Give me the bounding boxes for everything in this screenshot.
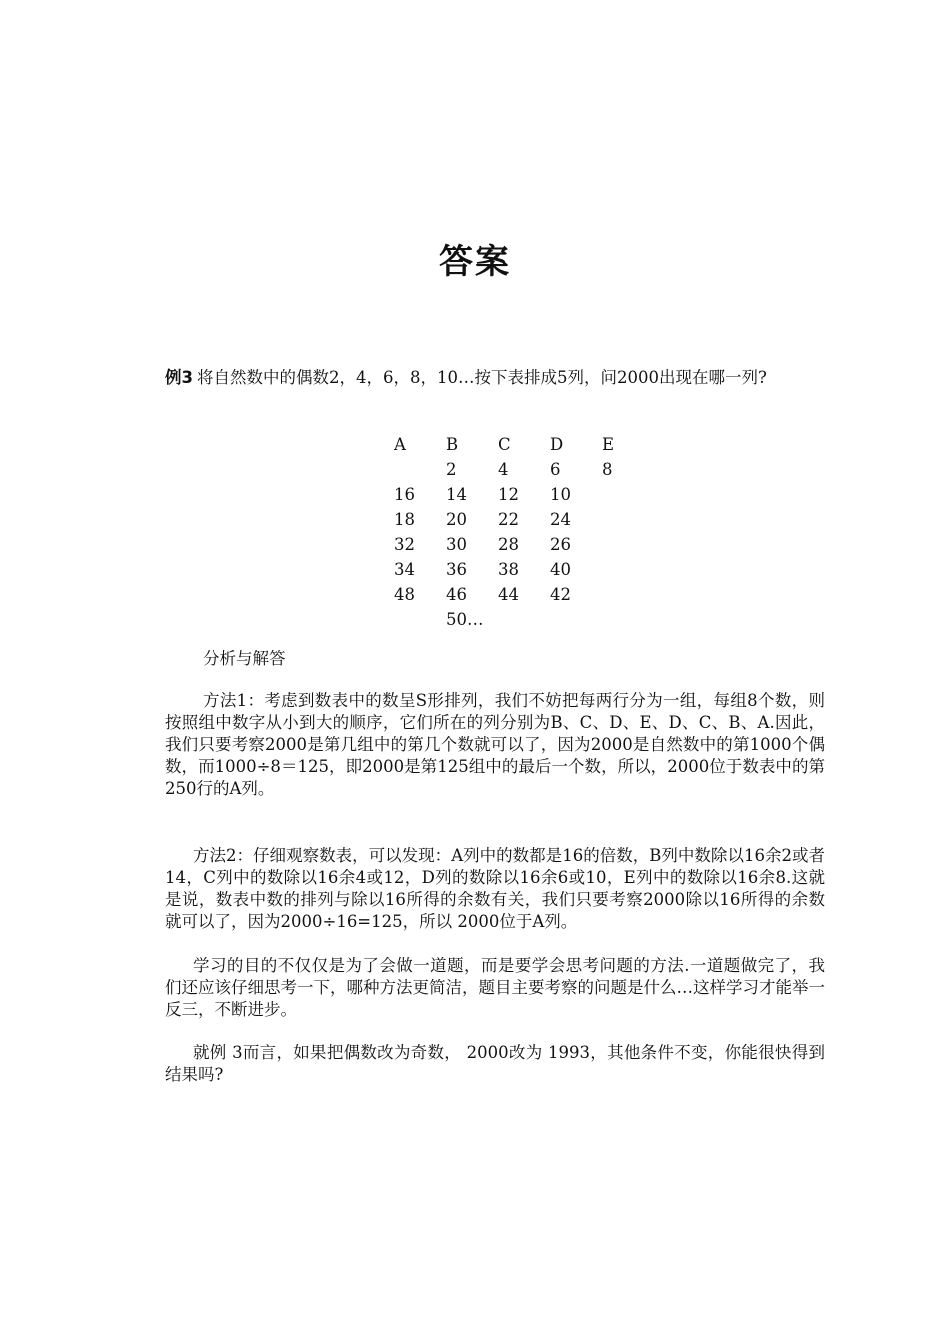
table-row bbox=[390, 457, 650, 482]
table-cell bbox=[598, 532, 650, 557]
table-cell: 32 bbox=[394, 535, 415, 554]
table-row bbox=[390, 532, 650, 557]
table-cell: 38 bbox=[498, 560, 519, 579]
table-cell: 10 bbox=[550, 485, 571, 504]
table-header-cell: C bbox=[498, 435, 511, 454]
table-cell bbox=[390, 457, 442, 482]
table-cell: 14 bbox=[446, 485, 467, 504]
table-cell: 40 bbox=[550, 560, 571, 579]
table-cell bbox=[598, 607, 650, 632]
lesson-paragraph: 学习的目的不仅仅是为了会做一道题，而是要学会思考问题的方法.一道题做完了，我们还应该仔细思考一下，哪种方法更简洁，题目主要考察的问题是什么…这样学习才能举一反三，不断进步。 bbox=[165, 956, 825, 1019]
table-cell: 34 bbox=[394, 560, 415, 579]
table-cell: 12 bbox=[498, 485, 519, 504]
table-cell: 2 bbox=[446, 460, 457, 479]
table-cell bbox=[598, 482, 650, 507]
table-row bbox=[390, 482, 650, 507]
method2-paragraph: 方法2：仔细观察数表，可以发现：A列中的数都是16的倍数，B列中数除以16余2或者14，C列中的数除以16余4或12，D列的数除以16余6或10，E列中的数除以16余8.这就是说，数表中数的排列与除以16所得的余数有关，我们只要考察2000除以16所得的余数就可以了，因为2000÷16=125，所以 2000位于A列。 bbox=[165, 846, 825, 931]
table-cell: 44 bbox=[498, 585, 519, 604]
followup-paragraph: 就例 3而言，如果把偶数改为奇数， 2000改为 1993，其他条件不变，你能很快得到结果吗? bbox=[165, 1043, 825, 1084]
table-cell: 20 bbox=[446, 510, 467, 529]
table-cell: 24 bbox=[550, 510, 571, 529]
table-header-cell: D bbox=[550, 435, 564, 454]
table-cell: 8 bbox=[602, 460, 613, 479]
table-cell: 16 bbox=[394, 485, 415, 504]
analysis-heading: 分析与解答 bbox=[203, 649, 286, 668]
table-cell bbox=[546, 607, 598, 632]
table-row bbox=[390, 507, 650, 532]
table-cell: 6 bbox=[550, 460, 561, 479]
table-cell bbox=[598, 507, 650, 532]
problem-statement bbox=[165, 367, 825, 389]
table-row bbox=[390, 582, 650, 607]
table-cell: 28 bbox=[498, 535, 519, 554]
table-header-cell: E bbox=[602, 435, 615, 454]
table-cell: 46 bbox=[446, 585, 467, 604]
table-cell bbox=[390, 607, 442, 632]
example-label: 例3 bbox=[165, 368, 193, 387]
table-row bbox=[390, 607, 650, 632]
table-cell: 48 bbox=[394, 585, 415, 604]
table-cell: 26 bbox=[550, 535, 571, 554]
table-cell: 18 bbox=[394, 510, 415, 529]
table-row bbox=[390, 557, 650, 582]
table-cell: 42 bbox=[550, 585, 571, 604]
table-cell: 22 bbox=[498, 510, 519, 529]
page-title: 答案 bbox=[439, 242, 511, 282]
table-cell: 50… bbox=[446, 610, 484, 629]
table-cell bbox=[494, 607, 546, 632]
table-cell bbox=[598, 557, 650, 582]
table-cell: 4 bbox=[498, 460, 509, 479]
table-cell: 30 bbox=[446, 535, 467, 554]
number-table bbox=[390, 432, 650, 632]
table-header-cell: B bbox=[446, 435, 459, 454]
table-cell bbox=[598, 582, 650, 607]
problem-text: 将自然数中的偶数2，4，6，8，10…按下表排成5列，问2000出现在哪一列? bbox=[196, 368, 767, 387]
method1-paragraph: 方法1：考虑到数表中的数呈S形排列，我们不妨把每两行分为一组，每组8个数，则按照组中数字从小到大的顺序，它们所在的列分别为B、C、D、E、D、C、B、A.因此，我们只要考察2000是第几组中的第几个数就可以了，因为2000是自然数中的第1000个偶数，而1000÷8＝125，即2000是第125组中的最后一个数，所以，2000位于数表中的第250行的A列。 bbox=[165, 691, 825, 798]
table-cell: 36 bbox=[446, 560, 467, 579]
table-header-cell: A bbox=[394, 435, 406, 454]
table-header-row bbox=[390, 432, 650, 457]
